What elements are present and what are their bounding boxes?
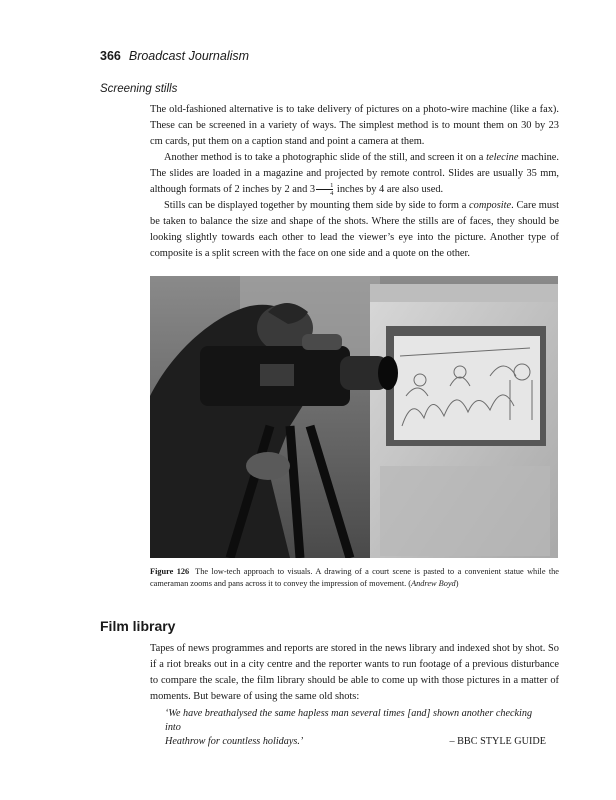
- photo-credit: Andrew Boyd: [411, 578, 456, 588]
- quote-attribution: – BBC STYLE GUIDE: [449, 736, 546, 747]
- screening-stills-text: [150, 102, 559, 262]
- running-title: Broadcast Journalism: [128, 49, 250, 63]
- quote-line-1: ‘We have breathalysed the same hapless man several times [and] shown another checking into: [165, 708, 533, 733]
- section-subheading: Screening stills: [100, 83, 178, 95]
- running-header: [100, 49, 249, 63]
- paragraph-2: Another method is to take a photographic slide of the still, and screen it on a telecine machine. The slides are loaded in a magazine and projected by remote control. Slides are usually 35 mm, although formats of 2 inches by 2 and 3 $\frac{1}{4}$ inches by 4 are also used.: [150, 152, 559, 198]
- figure-label: Figure 126: [150, 567, 190, 576]
- paragraph-3: Stills can be displayed together by mounting them side by side to form a composite. Care must be taken to balance the size and shape of the shots. Where the stills are of faces, they should be looking slightly towards each other to lead the viewer’s eye into the picture. Another type of composite is a split screen with the face on one side and a quote on the other.: [150, 200, 559, 259]
- page-number: 366: [100, 49, 121, 63]
- film-library-paragraph: Tapes of news programmes and reports are stored in the news library and indexed shot by shot. So if a riot breaks out in a city centre and the reporter wants to run footage of a previous disturbance to compare the scale, the film library should be able to come up with those pictures in a matter of moments. But beware of using the same old shots:: [150, 643, 559, 702]
- fraction: $\frac{1}{4}$: [316, 182, 333, 197]
- figure-photo: [150, 276, 558, 558]
- bbc-quote: [165, 707, 546, 749]
- cameraman-statue-photo: [150, 276, 558, 558]
- telecine-term: telecine: [486, 152, 519, 163]
- figure-caption: Figure 126 The low-tech approach to visuals. A drawing of a court scene is pasted to a convenient statue while the cameraman zooms and pans across it to convey the impression of movement. (Andrew Boyd): [150, 567, 559, 588]
- quote-line-2: Heathrow for countless holidays.’: [165, 736, 304, 747]
- paragraph-1: The old-fashioned alternative is to take delivery of pictures on a photo-wire machine (like a fax). These can be screened in a variety of ways. The simplest method is to mount them on 30 by 23 cm cards, put them on a caption stand and point a camera at them.: [150, 104, 559, 147]
- film-library-text: [150, 641, 559, 705]
- film-library-heading: Film library: [100, 618, 176, 634]
- composite-term: composite: [469, 200, 512, 211]
